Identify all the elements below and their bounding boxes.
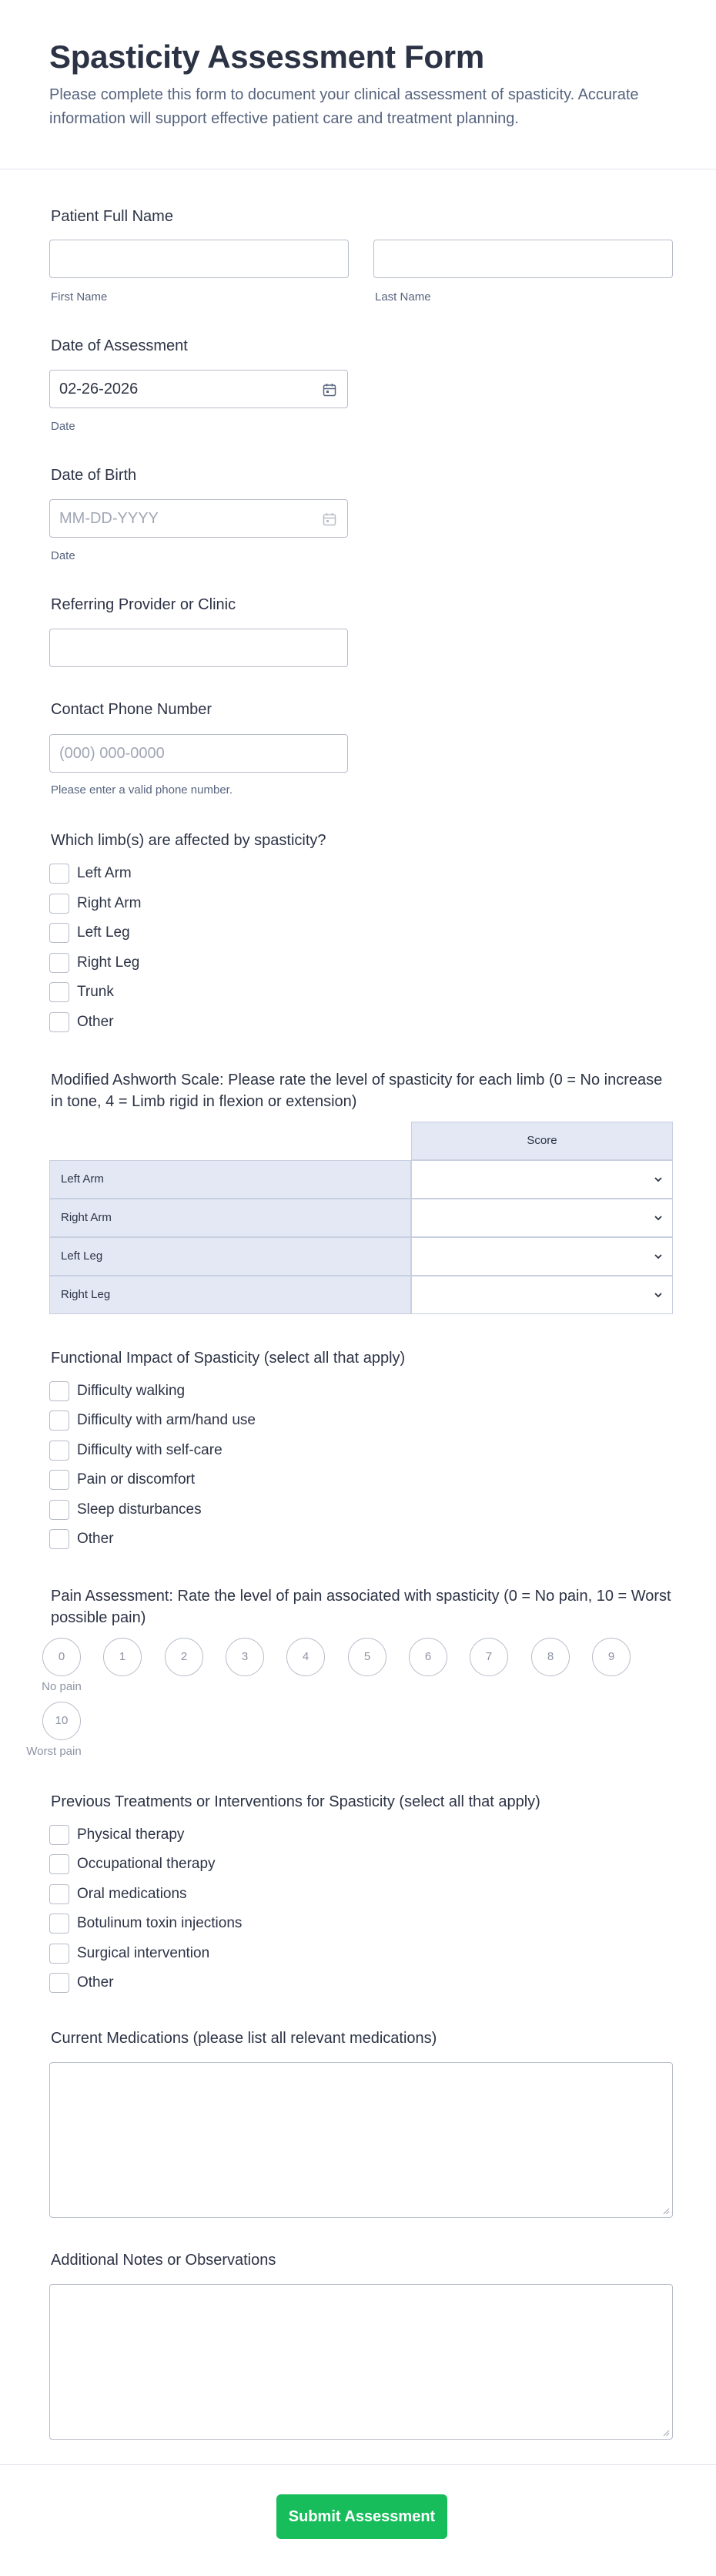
pain-option[interactable]: 4 — [286, 1638, 325, 1676]
limb-option[interactable] — [49, 981, 114, 1003]
checkbox[interactable] — [49, 923, 69, 943]
chevron-down-icon — [654, 1176, 663, 1183]
checkbox[interactable] — [49, 1470, 69, 1490]
phone-sublabel: Please enter a valid phone number. — [51, 783, 233, 797]
impact-option-label: Pain or discomfort — [77, 1471, 196, 1488]
pain-option[interactable]: 6 — [409, 1638, 447, 1676]
treatment-option[interactable] — [49, 1853, 216, 1875]
impact-option-label: Difficulty walking — [77, 1383, 186, 1399]
chevron-down-icon — [654, 1291, 663, 1299]
limb-option-label: Right Arm — [77, 895, 142, 911]
checkbox[interactable] — [49, 1012, 69, 1032]
treatment-option[interactable] — [49, 1824, 184, 1846]
medications-textarea[interactable] — [49, 2062, 673, 2218]
limb-option-label: Right Leg — [77, 954, 140, 971]
impact-option-label: Difficulty with self-care — [77, 1442, 222, 1458]
checkbox[interactable] — [49, 982, 69, 1002]
score-dropdown[interactable] — [411, 1199, 673, 1237]
limb-option[interactable] — [49, 863, 132, 884]
birth-date-sublabel: Date — [51, 549, 75, 562]
treatment-option[interactable] — [49, 1972, 114, 1994]
assessment-date-label: Date of Assessment — [51, 337, 188, 354]
limbs-label: Which limb(s) are affected by spasticity? — [51, 832, 326, 849]
matrix-row-label: Left Leg — [49, 1237, 411, 1276]
matrix-row-label: Right Arm — [49, 1199, 411, 1237]
first-name-sublabel: First Name — [51, 290, 108, 304]
ashworth-matrix — [49, 1122, 673, 1314]
treatment-option-label: Oral medications — [77, 1886, 187, 1902]
chevron-down-icon — [654, 1253, 663, 1260]
limb-option[interactable] — [49, 922, 130, 944]
impact-option-label: Sleep disturbances — [77, 1501, 202, 1518]
last-name-sublabel: Last Name — [375, 290, 431, 304]
first-name-input[interactable] — [49, 240, 349, 278]
impact-option[interactable] — [49, 1440, 222, 1461]
notes-textarea[interactable] — [49, 2284, 673, 2440]
pain-option[interactable]: 5 — [348, 1638, 386, 1676]
pain-option[interactable]: 10 — [42, 1702, 81, 1740]
checkbox[interactable] — [49, 1529, 69, 1549]
matrix-row-label: Right Leg — [49, 1276, 411, 1314]
referring-provider-input[interactable] — [49, 629, 348, 667]
calendar-icon[interactable] — [323, 383, 336, 397]
pain-option[interactable]: 2 — [165, 1638, 203, 1676]
phone-placeholder: (000) 000-0000 — [59, 745, 165, 762]
phone-label: Contact Phone Number — [51, 701, 212, 718]
pain-option[interactable]: 8 — [531, 1638, 570, 1676]
submit-button[interactable]: Submit Assessment — [276, 2494, 447, 2539]
score-column-header: Score — [411, 1122, 673, 1160]
resize-grip-icon[interactable] — [662, 2429, 670, 2437]
assessment-date-sublabel: Date — [51, 420, 75, 433]
resize-grip-icon[interactable] — [662, 2207, 670, 2215]
checkbox[interactable] — [49, 1825, 69, 1845]
notes-label: Additional Notes or Observations — [51, 2252, 276, 2269]
matrix-row-label: Left Arm — [49, 1160, 411, 1199]
checkbox[interactable] — [49, 1500, 69, 1520]
footer-divider — [0, 2464, 716, 2465]
calendar-icon[interactable] — [323, 512, 336, 526]
score-dropdown[interactable] — [411, 1276, 673, 1314]
impact-option[interactable] — [49, 1410, 256, 1431]
impact-option-label: Difficulty with arm/hand use — [77, 1412, 256, 1428]
treatment-option[interactable] — [49, 1913, 242, 1934]
treatments-label: Previous Treatments or Interventions for Spasticity (select all that apply) — [51, 1793, 540, 1810]
medications-label: Current Medications (please list all relevant medications) — [51, 2030, 437, 2047]
impact-option[interactable] — [49, 1380, 185, 1402]
impact-option[interactable] — [49, 1469, 195, 1491]
pain-label: Pain Assessment: Rate the level of pain associated with spasticity (0 = No pain, 10 = Worst possible pain) — [51, 1588, 671, 1626]
page-title: Spasticity Assessment Form — [49, 39, 484, 75]
score-dropdown[interactable] — [411, 1160, 673, 1199]
treatment-option[interactable] — [49, 1943, 209, 1964]
impact-option[interactable] — [49, 1528, 114, 1550]
pain-option[interactable]: 0 — [42, 1638, 81, 1676]
last-name-input[interactable] — [373, 240, 673, 278]
patient-name-label: Patient Full Name — [51, 208, 173, 225]
checkbox[interactable] — [49, 1914, 69, 1934]
pain-min-caption: No pain — [42, 1680, 82, 1693]
pain-option[interactable]: 7 — [470, 1638, 508, 1676]
checkbox[interactable] — [49, 1973, 69, 1993]
checkbox[interactable] — [49, 864, 69, 884]
checkbox[interactable] — [49, 1381, 69, 1401]
treatment-option-label: Physical therapy — [77, 1826, 185, 1843]
score-dropdown[interactable] — [411, 1237, 673, 1276]
chevron-down-icon — [654, 1214, 663, 1222]
limb-option-label: Other — [77, 1014, 114, 1030]
birth-date-label: Date of Birth — [51, 467, 137, 484]
treatment-option-label: Other — [77, 1974, 114, 1991]
treatment-option-label: Surgical intervention — [77, 1945, 210, 1961]
treatment-option-label: Occupational therapy — [77, 1856, 216, 1872]
treatment-option-label: Botulinum toxin injections — [77, 1915, 243, 1931]
ashworth-label: Modified Ashworth Scale: Please rate the level of spasticity for each limb (0 = No increase in tone, 4 = Limb rigid in flexion or extension) — [51, 1072, 663, 1110]
limb-option-label: Left Arm — [77, 865, 132, 881]
pain-option[interactable]: 9 — [592, 1638, 631, 1676]
matrix-row — [49, 1276, 673, 1314]
checkbox[interactable] — [49, 1441, 69, 1461]
matrix-row — [49, 1160, 673, 1199]
assessment-date-input[interactable] — [49, 370, 348, 408]
checkbox[interactable] — [49, 953, 69, 973]
referring-provider-label: Referring Provider or Clinic — [51, 596, 236, 613]
functional-impact-label: Functional Impact of Spasticity (select all that apply) — [51, 1350, 406, 1367]
treatment-option[interactable] — [49, 1883, 187, 1905]
impact-option[interactable] — [49, 1499, 202, 1521]
matrix-row — [49, 1199, 673, 1237]
impact-option-label: Other — [77, 1531, 114, 1547]
limb-option[interactable] — [49, 893, 141, 914]
checkbox[interactable] — [49, 894, 69, 914]
limb-option-label: Left Leg — [77, 924, 130, 941]
limb-option-label: Trunk — [77, 984, 114, 1000]
pain-max-caption: Worst pain — [26, 1745, 82, 1758]
birth-date-input[interactable] — [49, 499, 348, 538]
checkbox[interactable] — [49, 1854, 69, 1874]
pain-option[interactable]: 1 — [103, 1638, 142, 1676]
birth-date-placeholder: MM-DD-YYYY — [59, 510, 159, 527]
matrix-row — [49, 1237, 673, 1276]
limb-option[interactable] — [49, 952, 139, 974]
checkbox[interactable] — [49, 1410, 69, 1431]
limb-option[interactable] — [49, 1011, 114, 1033]
form-description: Please complete this form to document your clinical assessment of spasticity. Accurate information will support effective patient care and treatment planning. — [49, 86, 639, 127]
checkbox[interactable] — [49, 1884, 69, 1904]
checkbox[interactable] — [49, 1944, 69, 1964]
phone-input[interactable] — [49, 734, 348, 773]
assessment-date-value: 02-26-2026 — [59, 381, 139, 397]
pain-option[interactable]: 3 — [226, 1638, 264, 1676]
